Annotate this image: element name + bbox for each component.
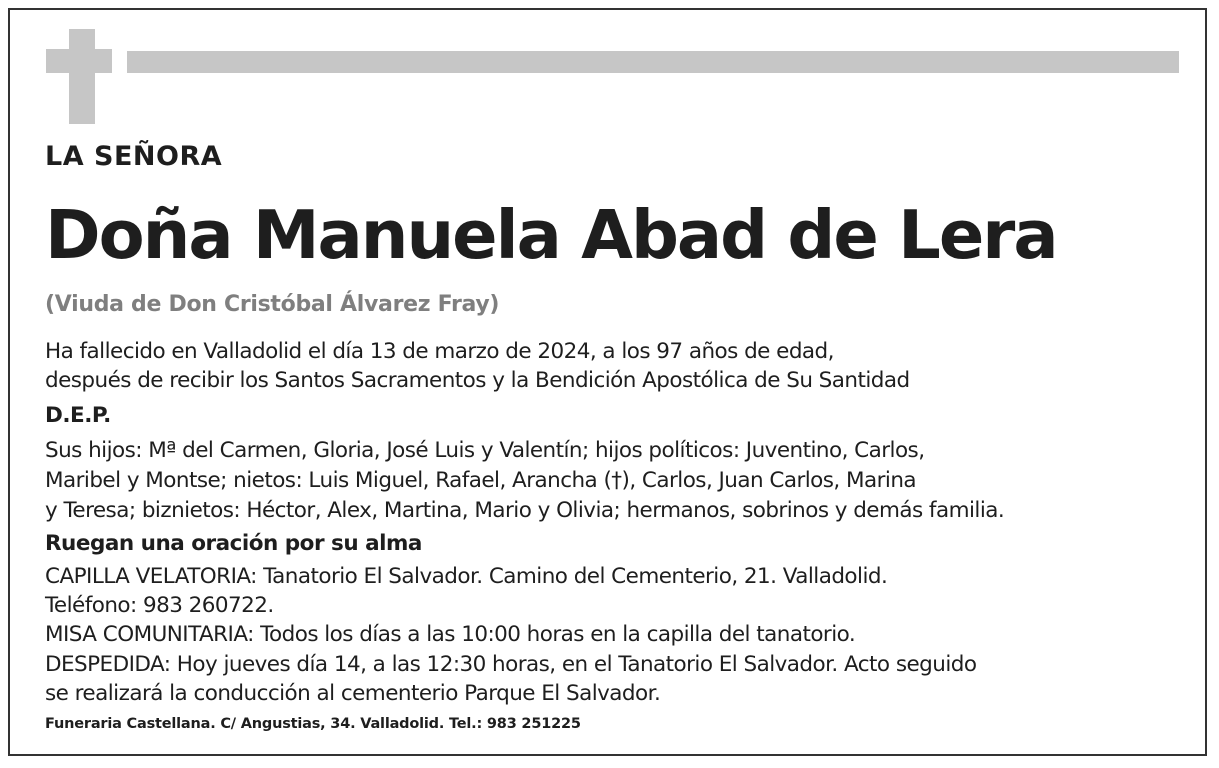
cross-icon-vertical	[69, 29, 95, 124]
family-line-1: Sus hijos: Mª del Carmen, Gloria, José Luis y Valentín; hijos políticos: Juventino, Carlos,	[45, 438, 925, 463]
title-prefix: LA SEÑORA	[45, 141, 223, 172]
dep-label: D.E.P.	[45, 403, 111, 428]
family-line-2: Maribel y Montse; nietos: Luis Miguel, Rafael, Arancha (†), Carlos, Juan Carlos, Marina	[45, 468, 917, 493]
funeral-home-footer: Funeraria Castellana. C/ Angustias, 34. Valladolid. Tel.: 983 251225	[45, 716, 581, 732]
death-line-2: después de recibir los Santos Sacramentos y la Bendición Apostólica de Su Santidad	[45, 368, 910, 393]
prayer-request: Ruegan una oración por su alma	[45, 531, 422, 556]
info-line-2: Teléfono: 983 260722.	[45, 593, 274, 618]
widow-subtitle: (Viuda de Don Cristóbal Álvarez Fray)	[45, 292, 500, 317]
info-line-4: DESPEDIDA: Hoy jueves día 14, a las 12:30 horas, en el Tanatorio El Salvador. Acto seguido	[45, 652, 977, 677]
family-line-3: y Teresa; biznietos: Héctor, Alex, Martina, Mario y Olivia; hermanos, sobrinos y demás familia.	[45, 498, 1005, 523]
info-line-3: MISA COMUNITARIA: Todos los días a las 10:00 horas en la capilla del tanatorio.	[45, 622, 856, 647]
deceased-name: Doña Manuela Abad de Lera	[45, 196, 1057, 274]
death-line-1: Ha fallecido en Valladolid el día 13 de marzo de 2024, a los 97 años de edad,	[45, 339, 834, 364]
info-line-5: se realizará la conducción al cementerio Parque El Salvador.	[45, 681, 661, 706]
info-line-1: CAPILLA VELATORIA: Tanatorio El Salvador. Camino del Cementerio, 21. Valladolid.	[45, 564, 888, 589]
header-rule	[127, 51, 1179, 73]
cross-icon-horizontal	[46, 49, 112, 73]
